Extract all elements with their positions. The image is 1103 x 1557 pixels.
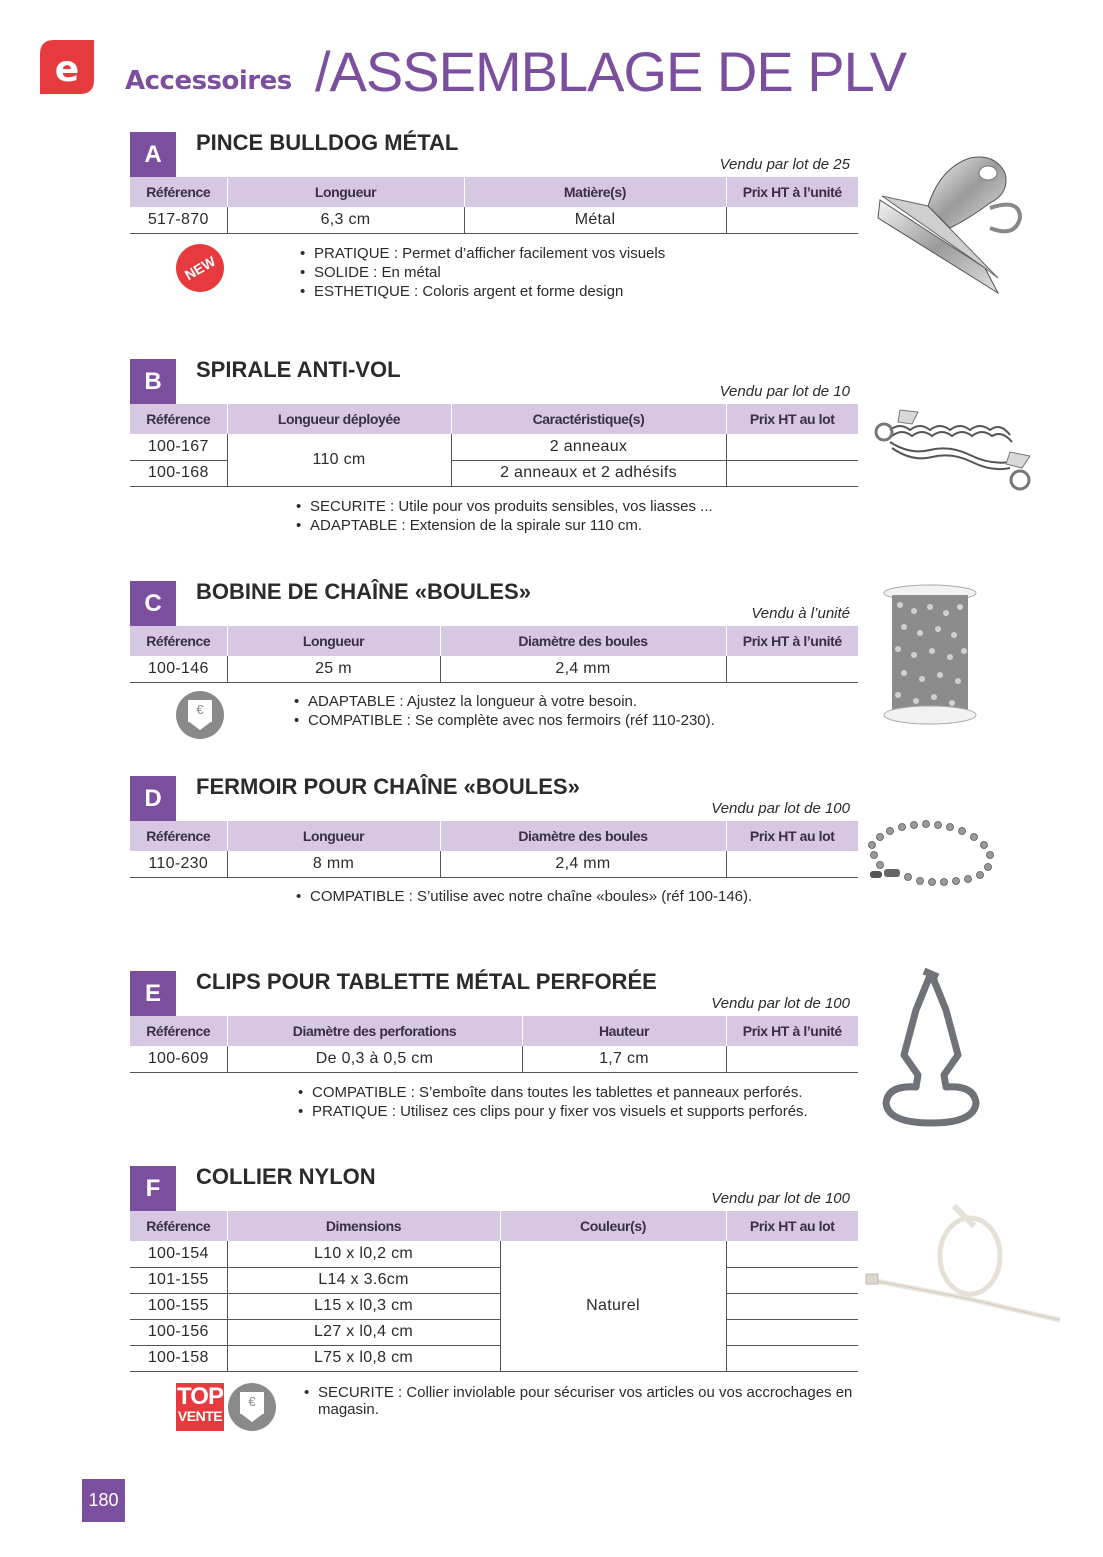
new-badge: NEW <box>167 235 233 301</box>
svg-text:e: e <box>54 49 80 90</box>
table-cell <box>726 1046 858 1072</box>
list-item: • ADAPTABLE : Extension de la spirale sur 110 cm. <box>296 516 713 535</box>
section-title: CLIPS POUR TABLETTE MÉTAL PERFORÉE <box>196 969 657 994</box>
list-item: • ADAPTABLE : Ajustez la longueur à votre besoin. <box>294 692 715 711</box>
table-cell: 100-156 <box>130 1319 227 1345</box>
spiral-cord-image <box>870 400 1040 500</box>
table-row <box>130 1293 858 1319</box>
list-item: • SOLIDE : En métal <box>300 263 665 282</box>
feature-list <box>296 497 713 535</box>
list-item: • SECURITE : Collier inviolable pour sécuriser vos articles ou vos accrochages en magasin. <box>304 1384 864 1418</box>
price-tag-badge <box>176 691 224 739</box>
section-letter: A <box>130 132 176 178</box>
table-cell: 2 anneaux <box>451 434 726 460</box>
table-header: Diamètre des perforations <box>227 1016 522 1046</box>
table-cell <box>726 1345 858 1371</box>
table-cell: L15 x l0,3 cm <box>227 1293 500 1319</box>
table-header: Couleur(s) <box>500 1211 726 1241</box>
section-title: SPIRALE ANTI-VOL <box>196 357 401 382</box>
section-title: FERMOIR POUR CHAÎNE «BOULES» <box>196 774 580 799</box>
table-cell: 101-155 <box>130 1267 227 1293</box>
table-cell: 100-154 <box>130 1241 227 1267</box>
table-cell: 100-146 <box>130 656 227 682</box>
feature-list <box>298 1083 808 1121</box>
cable-tie-image <box>864 1198 1064 1328</box>
table-cell: 2,4 mm <box>440 851 726 877</box>
top-sale-line1: TOP <box>177 1383 223 1410</box>
table-cell: Métal <box>464 207 726 233</box>
spec-table <box>130 821 858 878</box>
table-cell <box>726 851 858 877</box>
header-category: Accessoires <box>125 66 292 96</box>
table-header: Longueur <box>227 177 464 207</box>
feature-list <box>294 692 715 730</box>
table-header: Dimensions <box>227 1211 500 1241</box>
sold-by: Vendu par lot de 100 <box>711 800 850 817</box>
list-item: • COMPATIBLE : S’emboîte dans toutes les tablettes et panneaux perforés. <box>298 1083 808 1102</box>
table-header: Référence <box>130 1211 227 1241</box>
table-header: Diamètre des boules <box>440 821 726 851</box>
list-item: • COMPATIBLE : Se complète avec nos fermoirs (réf 110-230). <box>294 711 715 730</box>
spec-table <box>130 1211 858 1372</box>
table-cell <box>726 434 858 460</box>
table-cell: L27 x l0,4 cm <box>227 1319 500 1345</box>
table-header: Référence <box>130 821 227 851</box>
table-header: Référence <box>130 1016 227 1046</box>
table-cell: Naturel <box>500 1241 726 1371</box>
table-cell: 25 m <box>227 656 440 682</box>
table-cell: 100-167 <box>130 434 227 460</box>
table-row <box>130 1267 858 1293</box>
table-row <box>130 1345 858 1371</box>
table-cell <box>726 207 858 233</box>
price-tag-badge <box>228 1383 276 1431</box>
table-cell: 6,3 cm <box>227 207 464 233</box>
brand-logo-icon <box>40 40 94 94</box>
top-sale-badge <box>176 1383 224 1431</box>
table-cell <box>726 1241 858 1267</box>
euro-icon: € <box>188 700 212 722</box>
table-header: Référence <box>130 626 227 656</box>
list-item: • ESTHETIQUE : Coloris argent et forme design <box>300 282 665 301</box>
wire-clip-image <box>876 965 986 1127</box>
sold-by: Vendu par lot de 25 <box>719 156 850 173</box>
table-row <box>130 656 858 682</box>
table-cell <box>726 1293 858 1319</box>
table-header: Longueur <box>227 821 440 851</box>
feature-list <box>296 887 752 906</box>
section-title: COLLIER NYLON <box>196 1164 376 1189</box>
table-cell: 2,4 mm <box>440 656 726 682</box>
table-cell: 100-158 <box>130 1345 227 1371</box>
table-cell <box>726 1319 858 1345</box>
spec-table <box>130 1016 858 1073</box>
table-cell: L75 x l0,8 cm <box>227 1345 500 1371</box>
table-row <box>130 1046 858 1072</box>
table-header: Référence <box>130 177 227 207</box>
table-cell: 110 cm <box>227 434 451 486</box>
sold-by: Vendu à l’unité <box>751 605 850 622</box>
table-cell <box>726 460 858 486</box>
table-header: Prix HT à l’unité <box>726 177 858 207</box>
table-cell: L14 x 3.6cm <box>227 1267 500 1293</box>
table-header: Diamètre des boules <box>440 626 726 656</box>
euro-icon: € <box>240 1392 264 1414</box>
spec-table <box>130 177 858 234</box>
table-header: Matière(s) <box>464 177 726 207</box>
page-title: /ASSEMBLAGE DE PLV <box>315 40 906 103</box>
table-header: Référence <box>130 404 227 434</box>
table-header: Longueur déployée <box>227 404 451 434</box>
table-cell <box>726 656 858 682</box>
feature-list <box>300 244 665 301</box>
section-letter: B <box>130 359 176 405</box>
table-cell: 110-230 <box>130 851 227 877</box>
section-letter: C <box>130 581 176 627</box>
table-cell: 100-155 <box>130 1293 227 1319</box>
table-cell: L10 x l0,2 cm <box>227 1241 500 1267</box>
list-item: • PRATIQUE : Utilisez ces clips pour y fixer vos visuels et supports perforés. <box>298 1102 808 1121</box>
table-row <box>130 1319 858 1345</box>
table-header: Prix HT au lot <box>726 821 858 851</box>
spec-table <box>130 404 858 487</box>
chain-spool-image <box>880 583 980 728</box>
section-title: BOBINE DE CHAÎNE «BOULES» <box>196 579 531 604</box>
table-header: Hauteur <box>522 1016 726 1046</box>
table-row <box>130 1241 858 1267</box>
table-row <box>130 434 858 460</box>
top-sale-line2: VENTE <box>177 1408 223 1424</box>
table-row <box>130 851 858 877</box>
table-row <box>130 207 858 233</box>
table-cell: 1,7 cm <box>522 1046 726 1072</box>
section-title: PINCE BULLDOG MÉTAL <box>196 130 459 155</box>
sold-by: Vendu par lot de 10 <box>719 383 850 400</box>
table-cell: 2 anneaux et 2 adhésifs <box>451 460 726 486</box>
table-cell: 100-609 <box>130 1046 227 1072</box>
spec-table <box>130 626 858 683</box>
table-cell: 8 mm <box>227 851 440 877</box>
page-number: 180 <box>82 1479 125 1522</box>
sold-by: Vendu par lot de 100 <box>711 995 850 1012</box>
section-letter: E <box>130 971 176 1017</box>
list-item: • PRATIQUE : Permet d’afficher facilement vos visuels <box>300 244 665 263</box>
section-letter: D <box>130 776 176 822</box>
sold-by: Vendu par lot de 100 <box>711 1190 850 1207</box>
table-header: Prix HT au lot <box>726 404 858 434</box>
list-item: • SECURITE : Utile pour vos produits sensibles, vos liasses ... <box>296 497 713 516</box>
table-cell: 517-870 <box>130 207 227 233</box>
table-cell <box>726 1267 858 1293</box>
table-header: Caractéristique(s) <box>451 404 726 434</box>
table-header: Longueur <box>227 626 440 656</box>
list-item: • COMPATIBLE : S’utilise avec notre chaîne «boules» (réf 100-146). <box>296 887 752 906</box>
feature-list <box>304 1384 864 1418</box>
table-cell: De 0,3 à 0,5 cm <box>227 1046 522 1072</box>
bulldog-clip-image <box>870 148 1030 298</box>
table-header: Prix HT à l’unité <box>726 1016 858 1046</box>
table-header: Prix HT à l’unité <box>726 626 858 656</box>
section-letter: F <box>130 1166 176 1212</box>
table-cell: 100-168 <box>130 460 227 486</box>
table-header: Prix HT au lot <box>726 1211 858 1241</box>
chain-clasp-image <box>862 815 1002 895</box>
